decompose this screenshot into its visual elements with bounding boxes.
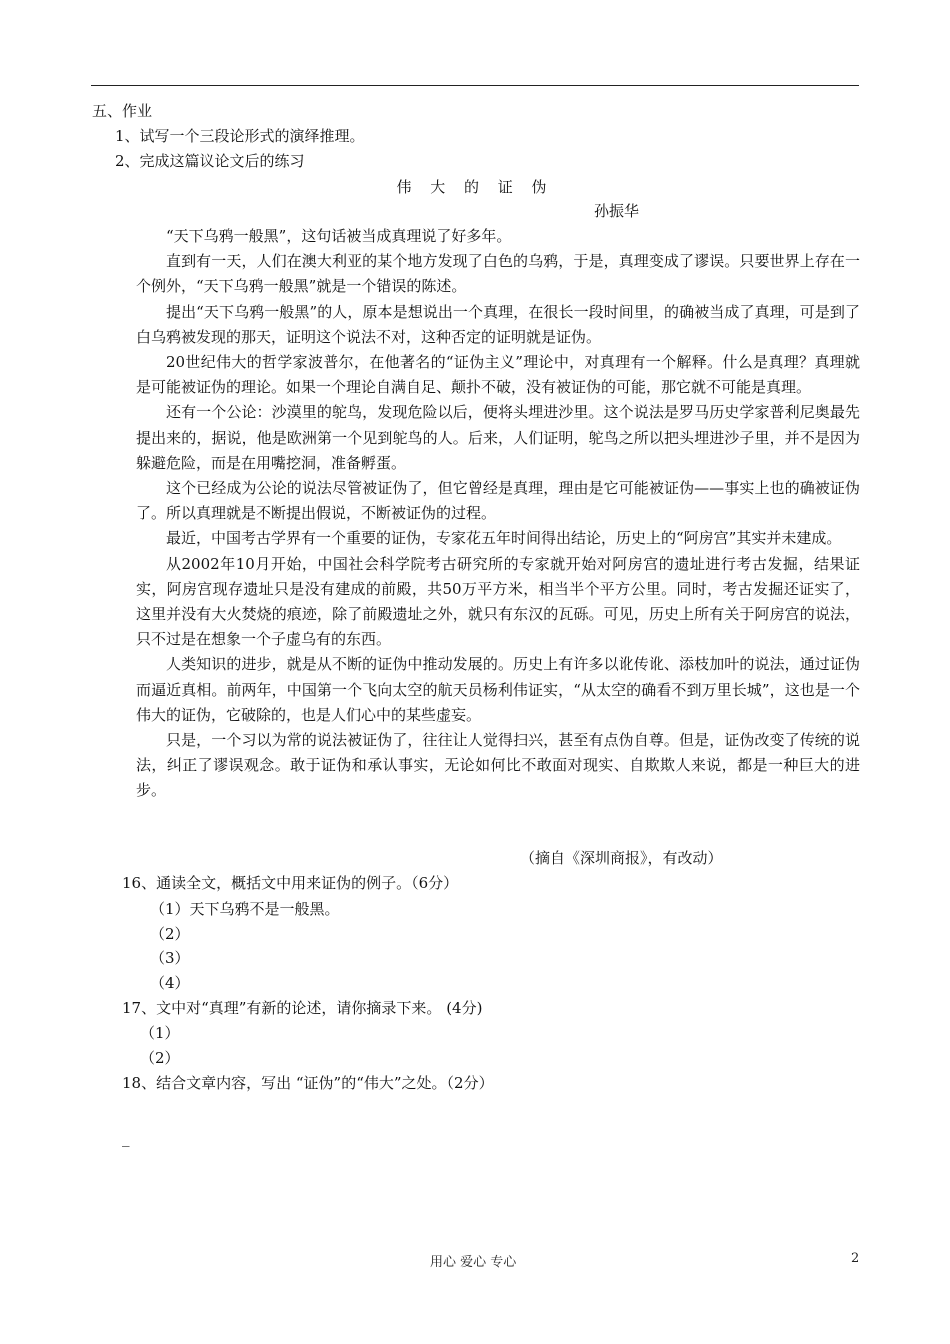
article-title: 伟 大 的 证 伪 xyxy=(396,178,554,196)
question-17-answer-2: （2） xyxy=(140,1049,180,1067)
page-number: 2 xyxy=(851,1251,860,1266)
paragraph: “天下乌鸦一般黑”，这句话被当成真理说了好多年。 xyxy=(166,227,512,245)
paragraph: 人类知识的进步，就是从不断的证伪中推动发展的。历史上有许多以讹传讹、添枝加叶的说法，通过证伪而逼近真相。前两年，中国第一个飞向太空的航天员杨利伟证实，“从太空的确看不到万里长城”，这也是一个伟大的证伪，它破除的，也是人们心中的某些虚妄。 xyxy=(136,655,860,724)
section-heading: 五、作业 xyxy=(92,102,153,120)
question-16-answer-1: （1）天下乌鸦不是一般黑。 xyxy=(150,900,340,918)
paragraph: 还有一个公论：沙漠里的鸵鸟，发现危险以后，便将头埋进沙里。这个说法是罗马历史学家普利尼奥最先提出来的，据说，他是欧洲第一个见到鸵鸟的人。后来，人们证明，鸵鸟之所以把头埋进沙子里，并不是因为躲避危险，而是在用嘴挖洞，准备孵蛋。 xyxy=(136,403,860,472)
article-body xyxy=(136,224,860,804)
question-16: 16、通读全文，概括文中用来证伪的例子。（6分） xyxy=(122,874,459,892)
question-17-answer-1: （1） xyxy=(140,1024,180,1042)
article-author: 孙振华 xyxy=(594,202,640,220)
article-source: （摘自《深圳商报》，有改动） xyxy=(520,849,723,867)
question-16-answer-3: （3） xyxy=(150,949,190,967)
question-18: 18、结合文章内容，写出 “证伪”的“伟大”之处。（2分） xyxy=(122,1074,494,1092)
question-16-answer-4: （4） xyxy=(150,974,190,992)
paragraph: 只是，一个习以为常的说法被证伪了，往往让人觉得扫兴，甚至有点伪自尊。但是，证伪改变了传统的说法，纠正了谬误观念。敢于证伪和承认事实，无论如何比不敢面对现实、自欺欺人来说，都是一种巨大的进步。 xyxy=(136,731,860,800)
question-17: 17、文中对“真理”有新的论述，请你摘录下来。 (4分) xyxy=(122,999,483,1017)
footer-motto: 用心 爱心 专心 xyxy=(430,1255,517,1270)
paragraph: 最近，中国考古学界有一个重要的证伪，专家花五年时间得出结论，历史上的“阿房宫”其实并未建成。 xyxy=(166,529,842,548)
task-1: 1、试写一个三段论形式的演绎推理。 xyxy=(115,127,365,145)
paragraph: 这个已经成为公论的说法尽管被证伪了，但它曾经是真理，理由是它可能被证伪——事实上也的确被证伪了。所以真理就是不断提出假说，不断被证伪的过程。 xyxy=(136,479,860,523)
paragraph: 20世纪伟大的哲学家波普尔，在他著名的“证伪主义”理论中，对真理有一个解释。什么是真理？真理就是可能被证伪的理论。如果一个理论自满自足、颠扑不破，没有被证伪的可能，那它就不可能是真理。 xyxy=(136,353,860,397)
paragraph: 从2002年10月开始，中国社会科学院考古研究所的专家就开始对阿房宫的遗址进行考古发掘，结果证实，阿房宫现存遗址只是没有建成的前殿，共50万平方米，相当半个平方公里。同时，考古发掘还证实了，这里并没有大火焚烧的痕迹，除了前殿遗址之外，就只有东汉的瓦砾。可见，历史上所有关于阿房宫的说法，只不过是在想象一个子虚乌有的东西。 xyxy=(136,554,860,649)
question-16-answer-2: （2） xyxy=(150,925,190,943)
task-2: 2、完成这篇议论文后的练习 xyxy=(115,152,305,170)
paragraph: 提出“天下乌鸦一般黑”的人，原本是想说出一个真理，在很长一段时间里，的确被当成了真理，可是到了白乌鸦被发现的那天，证明这个说法不对，这种否定的证明就是证伪。 xyxy=(136,302,860,346)
stray-mark: _ xyxy=(122,1129,130,1147)
paragraph: 直到有一天，人们在澳大利亚的某个地方发现了白色的乌鸦，于是，真理变成了谬误。只要世界上存在一个例外，“天下乌鸦一般黑”就是一个错误的陈述。 xyxy=(136,252,860,296)
header-rule xyxy=(91,85,859,86)
